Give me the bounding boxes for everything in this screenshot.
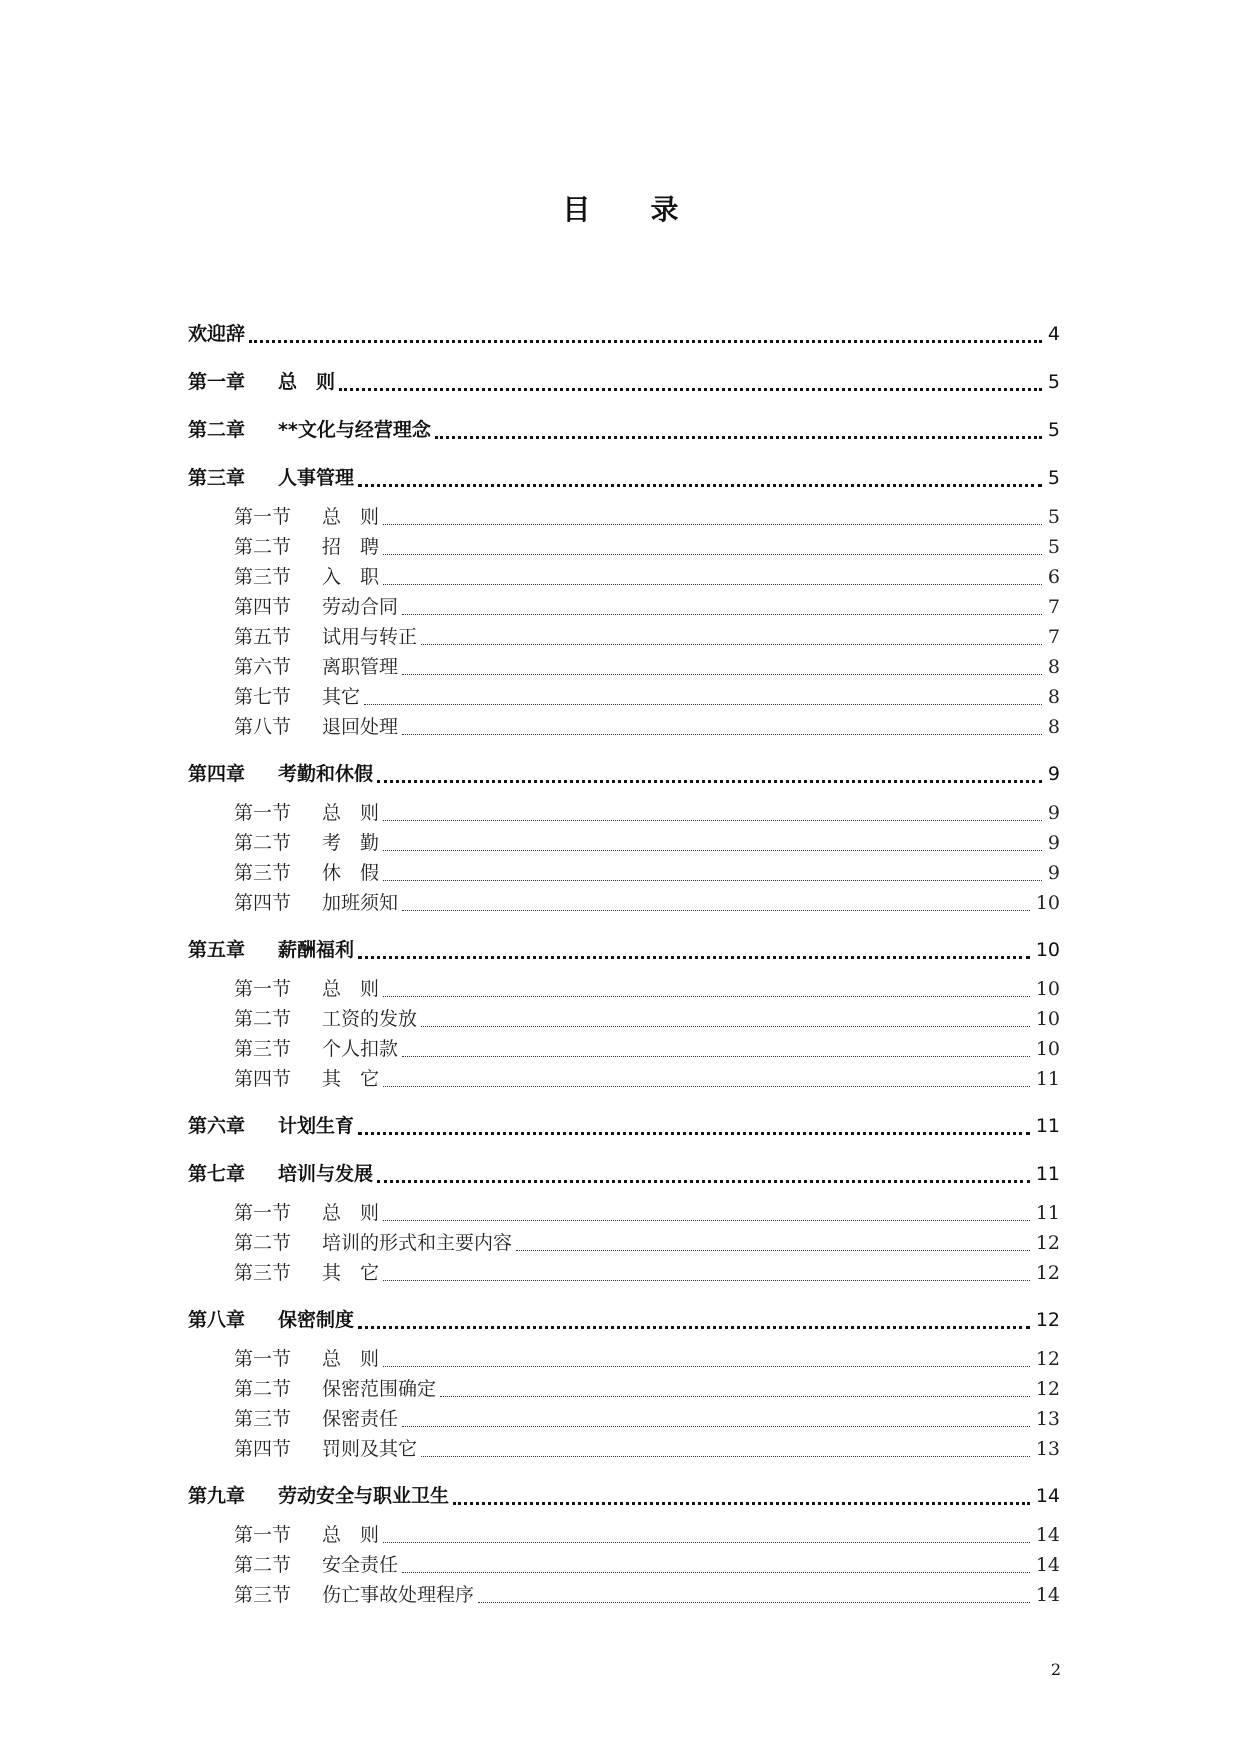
dot-leader [440,1396,1030,1397]
toc-section-entry[interactable] [188,1004,1060,1034]
section-number: 第三节 [234,1038,292,1060]
dot-leader [383,584,1042,585]
toc-chapter-entry[interactable] [188,1150,1060,1198]
toc-section-entry[interactable] [188,1064,1060,1094]
toc-section-entry[interactable] [188,562,1060,592]
dot-leader [421,1026,1030,1027]
section-number: 第二节 [234,1232,292,1254]
toc-section-entry[interactable] [188,532,1060,562]
dot-leader [383,1366,1030,1367]
section-number: 第四节 [234,1068,292,1090]
entry-page-number: 13 [1035,1408,1060,1430]
section-title: 试用与转正 [322,626,418,648]
section-title: 退回处理 [322,716,399,738]
entry-page-number: 5 [1047,371,1060,393]
entry-page-number: 11 [1035,1068,1060,1090]
toc-section-entry[interactable] [188,974,1060,1004]
chapter-title: 欢迎辞 [188,323,246,345]
dot-leader [383,1220,1030,1221]
section-number: 第二节 [234,1008,292,1030]
dot-leader [478,1602,1030,1603]
toc-chapter-entry[interactable] [188,1472,1060,1520]
chapter-number: 第五章 [188,939,246,961]
section-number: 第三节 [234,862,292,884]
section-title: 总 则 [322,978,380,1000]
chapter-title: 薪酬福利 [278,939,355,961]
toc-section-entry[interactable] [188,1034,1060,1064]
section-number: 第一节 [234,506,292,528]
section-number: 第四节 [234,892,292,914]
section-title: 入 职 [322,566,380,588]
entry-page-number: 12 [1035,1378,1060,1400]
dot-leader [421,1456,1030,1457]
entry-page-number: 13 [1035,1438,1060,1460]
toc-section-entry[interactable] [188,798,1060,828]
dot-leader [249,340,1042,343]
section-title: 个人扣款 [322,1038,399,1060]
entry-page-number: 10 [1035,978,1060,1000]
chapter-title: 人事管理 [278,467,355,489]
table-of-contents [188,310,1060,1610]
entry-page-number: 11 [1035,1202,1060,1224]
dot-leader [383,996,1030,997]
dot-leader [402,1426,1030,1427]
section-number: 第三节 [234,1584,292,1606]
section-number: 第八节 [234,716,292,738]
section-title: 离职管理 [322,656,399,678]
section-title: 其 它 [322,1262,380,1284]
entry-page-number: 7 [1047,596,1060,618]
entry-page-number: 12 [1035,1309,1060,1331]
section-title: 招 聘 [322,536,380,558]
dot-leader [383,850,1042,851]
section-title: 总 则 [322,1524,380,1546]
section-title: 考 勤 [322,832,380,854]
section-number: 第三节 [234,566,292,588]
chapter-title: 考勤和休假 [278,763,374,785]
toc-section-entry[interactable] [188,888,1060,918]
entry-page-number: 8 [1047,716,1060,738]
entry-page-number: 9 [1047,862,1060,884]
section-title: 休 假 [322,862,380,884]
chapter-number: 第八章 [188,1309,246,1331]
toc-section-entry[interactable] [188,1520,1060,1550]
section-title: 其 它 [322,1068,380,1090]
entry-page-number: 10 [1035,1008,1060,1030]
toc-section-entry[interactable] [188,1228,1060,1258]
entry-page-number: 14 [1035,1554,1060,1576]
entry-page-number: 10 [1035,939,1060,961]
entry-page-number: 8 [1047,686,1060,708]
section-number: 第五节 [234,626,292,648]
section-title: 培训的形式和主要内容 [322,1232,513,1254]
toc-chapter-entry[interactable] [188,1102,1060,1150]
toc-section-entry[interactable] [188,682,1060,712]
entry-page-number: 5 [1047,536,1060,558]
chapter-number: 第七章 [188,1163,246,1185]
dot-leader [402,1056,1030,1057]
chapter-title: 总 则 [278,371,336,393]
toc-chapter-entry[interactable] [188,1296,1060,1344]
dot-leader [358,484,1042,487]
section-number: 第二节 [234,1378,292,1400]
toc-section-entry[interactable] [188,1580,1060,1610]
chapter-number: 第六章 [188,1115,246,1137]
entry-page-number: 5 [1047,419,1060,441]
entry-page-number: 11 [1035,1115,1060,1137]
chapter-title: 计划生育 [278,1115,355,1137]
entry-page-number: 10 [1035,1038,1060,1060]
section-title: 保密范围确定 [322,1378,437,1400]
toc-section-entry[interactable] [188,592,1060,622]
entry-page-number: 4 [1047,323,1060,345]
section-title: 总 则 [322,802,380,824]
toc-chapter-entry[interactable] [188,750,1060,798]
section-title: 劳动合同 [322,596,399,618]
chapter-number: 第四章 [188,763,246,785]
toc-section-entry[interactable] [188,858,1060,888]
toc-chapter-entry[interactable] [188,406,1060,454]
section-title: 其它 [322,686,361,708]
section-title: 保密责任 [322,1408,399,1430]
section-number: 第二节 [234,536,292,558]
entry-page-number: 6 [1047,566,1060,588]
chapter-number: 第二章 [188,419,246,441]
section-title: 总 则 [322,1348,380,1370]
chapter-title: 保密制度 [278,1309,355,1331]
section-title: 安全责任 [322,1554,399,1576]
dot-leader [383,524,1042,525]
page-number: 2 [1050,1660,1061,1679]
entry-page-number: 11 [1035,1163,1060,1185]
section-number: 第一节 [234,1348,292,1370]
dot-leader [402,674,1042,675]
entry-page-number: 5 [1047,467,1060,489]
chapter-number: 第三章 [188,467,246,489]
toc-section-entry[interactable] [188,652,1060,682]
dot-leader [383,554,1042,555]
entry-page-number: 12 [1035,1262,1060,1284]
dot-leader [339,388,1042,391]
dot-leader [377,780,1042,783]
section-title: 工资的发放 [322,1008,418,1030]
section-title: 总 则 [322,506,380,528]
entry-page-number: 10 [1035,892,1060,914]
section-number: 第一节 [234,978,292,1000]
dot-leader [402,910,1030,911]
entry-page-number: 9 [1047,763,1060,785]
toc-chapter-entry[interactable] [188,310,1060,358]
dot-leader [421,644,1042,645]
dot-leader [402,734,1042,735]
dot-leader [383,820,1042,821]
section-number: 第四节 [234,1438,292,1460]
page-title: 目 录 [562,193,704,226]
section-number: 第一节 [234,1524,292,1546]
chapter-title: 培训与发展 [278,1163,374,1185]
chapter-title: 劳动安全与职业卫生 [278,1485,450,1507]
toc-section-entry[interactable] [188,1374,1060,1404]
entry-page-number: 14 [1035,1584,1060,1606]
entry-page-number: 5 [1047,506,1060,528]
entry-page-number: 9 [1047,802,1060,824]
dot-leader [383,1280,1030,1281]
entry-page-number: 14 [1035,1524,1060,1546]
section-number: 第三节 [234,1408,292,1430]
section-number: 第二节 [234,1554,292,1576]
section-number: 第二节 [234,832,292,854]
dot-leader [402,614,1042,615]
dot-leader [402,1572,1030,1573]
dot-leader [516,1250,1030,1251]
dot-leader [377,1180,1030,1183]
dot-leader [383,880,1042,881]
toc-section-entry[interactable] [188,1198,1060,1228]
chapter-title: **文化与经营理念 [278,419,431,441]
toc-section-entry[interactable] [188,1344,1060,1374]
toc-section-entry[interactable] [188,828,1060,858]
entry-page-number: 12 [1035,1232,1060,1254]
entry-page-number: 12 [1035,1348,1060,1370]
section-title: 总 则 [322,1202,380,1224]
entry-page-number: 7 [1047,626,1060,648]
toc-section-entry[interactable] [188,712,1060,742]
section-number: 第七节 [234,686,292,708]
dot-leader [383,1542,1030,1543]
section-title: 罚则及其它 [322,1438,418,1460]
entry-page-number: 14 [1035,1485,1060,1507]
section-number: 第六节 [234,656,292,678]
toc-chapter-entry[interactable] [188,454,1060,502]
entry-page-number: 9 [1047,832,1060,854]
toc-chapter-entry[interactable] [188,358,1060,406]
chapter-number: 第九章 [188,1485,246,1507]
dot-leader [358,1326,1030,1329]
toc-section-entry[interactable] [188,1434,1060,1464]
dot-leader [358,1132,1030,1135]
dot-leader [435,436,1042,439]
section-number: 第一节 [234,802,292,824]
section-title: 加班须知 [322,892,399,914]
dot-leader [358,956,1030,959]
section-number: 第四节 [234,596,292,618]
section-number: 第一节 [234,1202,292,1224]
section-number: 第三节 [234,1262,292,1284]
toc-chapter-entry[interactable] [188,926,1060,974]
toc-section-entry[interactable] [188,1550,1060,1580]
entry-page-number: 8 [1047,656,1060,678]
toc-section-entry[interactable] [188,502,1060,532]
section-title: 伤亡事故处理程序 [322,1584,475,1606]
dot-leader [453,1502,1030,1505]
toc-section-entry[interactable] [188,1404,1060,1434]
toc-section-entry[interactable] [188,1258,1060,1288]
dot-leader [383,1086,1030,1087]
chapter-number: 第一章 [188,371,246,393]
toc-section-entry[interactable] [188,622,1060,652]
dot-leader [364,704,1042,705]
